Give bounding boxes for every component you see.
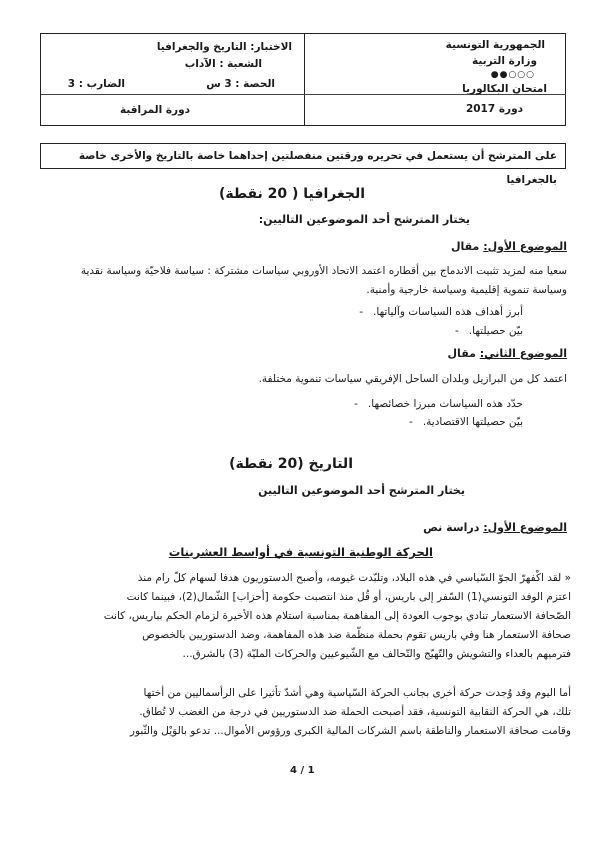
circles-icon: ●●○○○ [490, 70, 535, 80]
geo-topic1-number: الموضوع الأول: [483, 240, 567, 253]
hist-topic1-number: الموضوع الأول: [483, 521, 567, 534]
republic-label: الجمهورية التونسية [445, 39, 545, 51]
p1-line-3: الصّحافة الاستعمار تنادي بوجوب العودة إلى المفاهمة بمناسبة استلام هذه الأخيرة لزمام الحكم بباريس، كانت [103, 610, 571, 622]
text-paragraph-1 [46, 569, 571, 664]
exam-label: امتحان البكالوريا [462, 83, 547, 95]
ministry-label: وزارة التربية [471, 55, 537, 67]
geo-topic2-label [448, 347, 567, 360]
p2-line-2: تلك، هي الحركة النقابية التونسية، فقد أصبحت الحملة ضد الدستوريين في درجة من الغضب لا تُطاق. [139, 706, 571, 718]
geo-topic2-text: اعتمد كل من البرازيل وبلدان الساحل الإفريقي سياسات تنموية مختلفة. [258, 373, 567, 385]
p2-line-1: أما اليوم وقد وُجدت حركة أخرى بجانب الحركة السّياسية وهي أشدّ تأثيرا على الرأسماليين من أختها [143, 687, 571, 699]
p1-line-4: صحافة الاستعمار هنا وفي باريس تقوم بحملة منظّمة ضد هذه المفاهمة، وضد الدستوريين بالخصوص [142, 629, 571, 641]
geo-topic2-number: الموضوع الثاني: [479, 347, 567, 360]
text-paragraph-2 [46, 684, 571, 741]
p1-line-2: اعتزم الوفد التونسي(1) السّفر إلى باريس، أو قُل منذ انتصبت حكومة [أحزاب] الشّمال(2)، فبينما كانت [126, 591, 571, 603]
geography-title: الجغرافيا ( 20 نقطة) [218, 186, 365, 202]
session-type: دورة المراقبة [119, 104, 190, 116]
exam-header-box [40, 33, 566, 126]
geo-topic1-label [451, 240, 567, 253]
header-divider [304, 34, 305, 125]
geo-topic2-type: مقال [447, 347, 476, 360]
history-title: التاريخ (20 نقطة) [229, 456, 353, 472]
geography-instruction: يختار المترشح أحد الموضوعين التاليين: [258, 213, 470, 226]
instruction-notice: على المترشح أن يستعمل في تحريره ورقتين منفصلتين إحداهما خاصة بالتاريخ والأخرى خاصة بالجغرافيا [40, 143, 566, 169]
p2-line-3: وقامت صحافة الاستعمار والناطقة باسم الشركات المالية الكبرى ورؤوس الأموال... تدعو بالوَيْل والثّبور [129, 725, 571, 737]
geo-topic1-bullet-1: أبرز أهداف هذه السياسات وآلياتها. - [359, 306, 523, 318]
history-instruction: يختار المترشح أحد الموضوعين التاليين [258, 484, 465, 497]
geo-topic1-text: سعيا منه لمزيد تثبيت الاندماج بين أقطاره اعتمد الاتحاد الأوروبي سياسات مشتركة : سياسة فلاحيّة وسياسة نقدية وسياسة تنموية إقليمية وسياسة خارجية وأمنية. [80, 265, 567, 296]
header-row-divider [41, 94, 304, 95]
p1-line-1: « لقد اكْفهرّ الجوّ السّياسي في هذه البلاد، وتلبّدت غيومه، وأصبح الدستوريون هدفا لسهام كلّ رام منذ [137, 572, 571, 584]
hist-topic1-type: دراسة نص [423, 521, 480, 534]
p1-line-5: فترميهم بالعداء والتشويش والتّهيّج والتّحالف مع الشّيوعيين والحركات المليّة (3) بالشرق... [182, 648, 571, 660]
geo-topic2-bullet-1: حدّد هذه السياسات مبرزا خصائصها. - [354, 398, 523, 410]
session-year: دورة 2017 [465, 103, 523, 115]
geo-topic1-type: مقال [450, 240, 480, 253]
subject-label: الاختبار: التاريخ والجغرافيا [156, 41, 292, 53]
geo-topic1-bullet-2: بيّن حصيلتها. - [455, 325, 523, 337]
coefficient-label: الضارب : 3 [67, 78, 125, 90]
text-title: الحركة الوطنية التونسية في أواسط العشرينات [168, 545, 433, 559]
page-number: 4 / 1 [290, 765, 315, 776]
geo-topic2-bullet-2: بيّن حصيلتها الاقتصادية. - [409, 416, 523, 428]
branch-label: الشعبة : الآداب [184, 58, 262, 70]
hours-label: الحصة : 3 س [206, 78, 275, 90]
hist-topic1-label [423, 521, 567, 534]
